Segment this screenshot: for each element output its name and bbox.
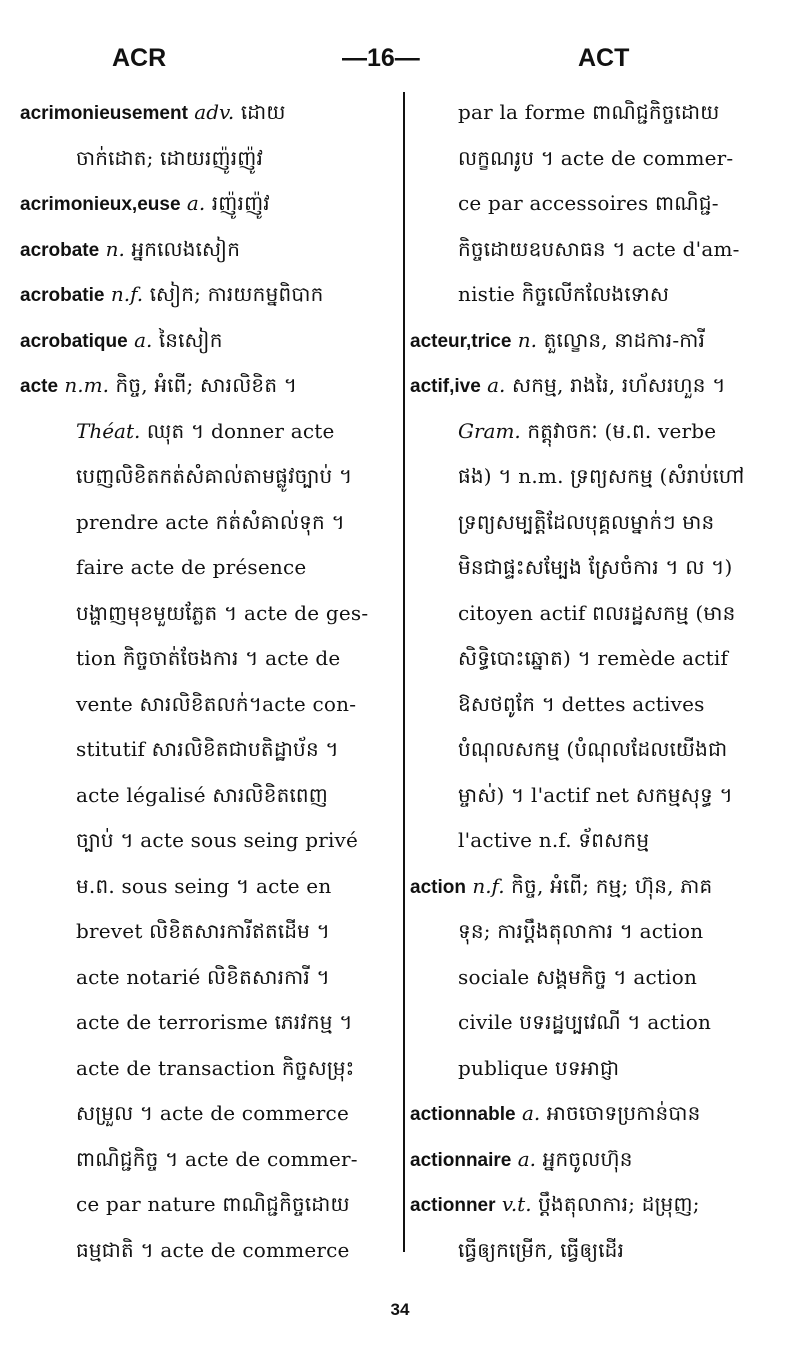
definition-text: តួល្ខោន, នាដការ-ការី bbox=[537, 327, 706, 352]
entry-continuation-line bbox=[20, 909, 398, 955]
entry-continuation-line bbox=[20, 955, 398, 1001]
entry-continuation-line bbox=[20, 1091, 398, 1137]
definition-text: tion កិច្ចចាត់ចែងការ ។ acte de bbox=[76, 646, 341, 670]
entry-continuation-line bbox=[410, 909, 782, 955]
definition-text: par la forme ពាណិជ្ជកិច្ចដោយ bbox=[458, 100, 720, 124]
definition-text: កិច្ច, អំពើ; សារលិខិត ។ bbox=[108, 373, 298, 397]
part-of-speech: a. bbox=[186, 191, 206, 215]
definition-text: ផង) ។ n.m. ទ្រព្យសកម្ម (សំរាប់ហៅ bbox=[458, 464, 745, 488]
definition-text: citoyen actif ពលរដ្ឋសកម្ម (មាន bbox=[458, 600, 736, 625]
column-divider bbox=[403, 92, 405, 1252]
definition-text: សម្រួល ។ acte de commerce bbox=[76, 1101, 349, 1125]
definition-text: acte légalisé សារលិខិតពេញ bbox=[76, 782, 329, 807]
definition-text: ប្តឹងតុលាការ; ដម្រុញ; bbox=[531, 1192, 700, 1216]
definition-text: ម្ចាស់) ។ l'actif net សកម្មសុទ្ធ ។ bbox=[458, 782, 733, 807]
part-of-speech: n.f. bbox=[110, 282, 144, 306]
definition-text: ce par accessoires ពាណិជ្ជ- bbox=[458, 191, 719, 215]
running-header bbox=[0, 44, 800, 84]
entry-continuation-line bbox=[20, 500, 398, 546]
definition-text: សៀក; ការយកម្នពិបាក bbox=[143, 282, 324, 306]
entry-continuation-line bbox=[410, 409, 782, 455]
definition-text: ធ្វើឲ្យកម្រើក, ធ្វើឲ្យដើរ bbox=[458, 1237, 625, 1262]
headword: acte bbox=[20, 376, 59, 397]
definition-text: បេញលិខិតកត់សំគាល់តាមផ្លូវច្បាប់ ។ bbox=[76, 464, 353, 488]
entry-continuation-line bbox=[410, 500, 782, 546]
entry-continuation-line bbox=[410, 1046, 782, 1092]
definition-text: សកម្ម, រាងរៃ, រហ័សរហួន ។ bbox=[505, 373, 726, 397]
entry-continuation-line bbox=[20, 1228, 398, 1274]
entry-continuation-line bbox=[410, 136, 782, 182]
entry-continuation-line bbox=[20, 864, 398, 910]
entry-line bbox=[410, 1182, 782, 1228]
definition-text: publique បទអាជ្ញា bbox=[458, 1055, 620, 1080]
entry-continuation-line bbox=[20, 1137, 398, 1183]
part-of-speech: v.t. bbox=[501, 1192, 532, 1216]
definition-text: ce par nature ពាណិជ្ជកិច្ចដោយ bbox=[76, 1192, 350, 1216]
entry-continuation-line bbox=[20, 454, 398, 500]
entry-line bbox=[410, 1137, 782, 1183]
entry-line bbox=[20, 90, 398, 136]
entry-continuation-line bbox=[410, 181, 782, 227]
part-of-speech: n. bbox=[517, 327, 538, 352]
definition-text: ចាក់ដោត; ដោយរញ៉ូរញ៉ូវ bbox=[76, 145, 264, 170]
definition-text: អាចចោទប្រកាន់បាន bbox=[540, 1101, 701, 1125]
entry-line bbox=[410, 363, 782, 409]
entry-continuation-line bbox=[20, 636, 398, 682]
entry-continuation-line bbox=[20, 545, 398, 591]
entry-continuation-line bbox=[20, 1182, 398, 1228]
entry-continuation-line bbox=[410, 1228, 782, 1274]
definition-text: sociale សង្គមកិច្ច ។ action bbox=[458, 964, 698, 989]
entry-continuation-line bbox=[410, 591, 782, 637]
entry-continuation-line bbox=[20, 727, 398, 773]
entry-line bbox=[410, 864, 782, 910]
entry-continuation-line bbox=[20, 136, 398, 182]
definition-text: ធម្មជាតិ ។ acte de commerce bbox=[76, 1237, 350, 1262]
headword: action bbox=[410, 876, 466, 898]
entry-continuation-line bbox=[20, 773, 398, 819]
definition-text: ពាណិជ្ជកិច្ច ។ acte de commer- bbox=[76, 1146, 358, 1171]
part-of-speech: Théat. bbox=[76, 418, 141, 443]
entry-continuation-line bbox=[410, 454, 782, 500]
header-right-guideword: ACT bbox=[578, 44, 630, 72]
header-left-guideword: ACR bbox=[112, 44, 167, 72]
part-of-speech: adv. bbox=[194, 100, 235, 124]
definition-text: អ្នកចូលហ៊ុន bbox=[536, 1146, 633, 1171]
definition-text: បង្ហាញមុខមួយភ្លែត ។ acte de ges- bbox=[76, 600, 369, 625]
definition-text: ម.ព. sous seing ។ acte en bbox=[76, 873, 332, 898]
part-of-speech: Gram. bbox=[458, 418, 521, 443]
entry-continuation-line bbox=[410, 272, 782, 318]
headword: acrimonieux,euse bbox=[20, 194, 181, 215]
entry-line bbox=[20, 272, 398, 318]
definition-text: ឱសថពូកែ ។ dettes actives bbox=[458, 691, 705, 716]
definition-text: ច្បាប់ ។ acte sous seing privé bbox=[76, 828, 359, 852]
left-column bbox=[20, 90, 398, 1273]
right-column bbox=[410, 90, 782, 1273]
definition-text: លក្ខណរូប ។ acte de commer- bbox=[458, 145, 734, 170]
definition-text: សិទ្ធិបោះឆ្នោត) ។ remède actif bbox=[458, 646, 729, 670]
part-of-speech: n.f. bbox=[472, 873, 505, 898]
entry-line bbox=[410, 1091, 782, 1137]
entry-line bbox=[20, 227, 398, 273]
headword: actionnable bbox=[410, 1104, 516, 1125]
entry-line bbox=[20, 181, 398, 227]
definition-text: អ្នកលេងសៀក bbox=[124, 236, 241, 261]
part-of-speech: a. bbox=[134, 327, 153, 352]
entry-continuation-line bbox=[410, 90, 782, 136]
part-of-speech: n.m. bbox=[64, 373, 109, 397]
definition-text: កត្តុវាចកៈ (ម.ព. verbe bbox=[520, 418, 717, 443]
entry-continuation-line bbox=[410, 545, 782, 591]
headword: actionner bbox=[410, 1195, 496, 1216]
definition-text: មិនជាផ្ទះសម្បែង ស្រែចំការ ។ ល ។) bbox=[458, 555, 733, 579]
definition-text: vente សារលិខិតលក់។acte con- bbox=[76, 691, 357, 716]
page-number: 34 bbox=[390, 1300, 410, 1319]
entry-continuation-line bbox=[410, 227, 782, 273]
definition-text: កិច្ចដោយឧបសាធន ។ acte d'am- bbox=[458, 236, 740, 261]
part-of-speech: a. bbox=[517, 1146, 537, 1171]
entry-continuation-line bbox=[20, 591, 398, 637]
definition-text: faire acte de présence bbox=[76, 555, 307, 579]
definition-text: l'active n.f. ទ័ពសកម្ម bbox=[458, 828, 650, 852]
part-of-speech: n. bbox=[105, 236, 125, 261]
definition-text: civile បទរដ្ឋប្បវេណី ។ action bbox=[458, 1010, 712, 1034]
entry-continuation-line bbox=[410, 955, 782, 1001]
entry-continuation-line bbox=[20, 818, 398, 864]
definition-text: acte de terrorisme ភេរវកម្ម ។ bbox=[76, 1010, 353, 1034]
part-of-speech: a. bbox=[521, 1101, 541, 1125]
part-of-speech: a. bbox=[487, 373, 506, 397]
entry-continuation-line bbox=[410, 682, 782, 728]
entry-continuation-line bbox=[20, 682, 398, 728]
definition-text: នៃសៀក bbox=[152, 327, 223, 352]
definition-text: បំណុលសកម្ម (បំណុលដែលយើងជា bbox=[458, 737, 728, 761]
entry-continuation-line bbox=[410, 1000, 782, 1046]
entry-line bbox=[410, 318, 782, 364]
headword: acrobatique bbox=[20, 330, 128, 352]
definition-text: nistie កិច្ចលើកលែងទោស bbox=[458, 282, 670, 306]
definition-text: ឈុត ។ donner acte bbox=[140, 418, 335, 443]
headword: acrobatie bbox=[20, 285, 105, 306]
header-page-label: —16— bbox=[342, 44, 420, 72]
entry-continuation-line bbox=[20, 409, 398, 455]
entry-continuation-line bbox=[410, 727, 782, 773]
definition-text: acte de transaction កិច្ចសម្រុះ bbox=[76, 1055, 355, 1080]
headword: acrobate bbox=[20, 239, 100, 261]
headword: acteur,trice bbox=[410, 330, 512, 352]
definition-text: stitutif សារលិខិតជាបតិដ្ឋាប័ន ។ bbox=[76, 737, 339, 761]
definition-text: ទ្រព្យសម្បត្តិដែលបុគ្គលម្នាក់ៗ មាន bbox=[458, 509, 715, 534]
definition-text: brevet លិខិតសារការីឥតដើម ។ bbox=[76, 919, 330, 943]
entry-continuation-line bbox=[410, 818, 782, 864]
entry-line bbox=[20, 363, 398, 409]
headword: actif,ive bbox=[410, 376, 481, 397]
definition-text: acte notarié លិខិតសារការី ។ bbox=[76, 964, 330, 989]
entry-continuation-line bbox=[20, 1000, 398, 1046]
headword: acrimonieusement bbox=[20, 103, 188, 124]
entry-continuation-line bbox=[20, 1046, 398, 1092]
definition-text: ដោយ bbox=[234, 100, 286, 124]
headword: actionnaire bbox=[410, 1149, 512, 1171]
entry-line bbox=[20, 318, 398, 364]
definition-text: រញ៉ូរញ៉ូវ bbox=[205, 191, 270, 215]
entry-continuation-line bbox=[410, 636, 782, 682]
entry-continuation-line bbox=[410, 773, 782, 819]
definition-text: prendre acte កត់សំគាល់ទុក ។ bbox=[76, 509, 345, 534]
definition-text: ទុន; ការប្តឹងតុលាការ ។ action bbox=[458, 919, 704, 943]
definition-text: កិច្ច, អំពើ; កម្ម; ហ៊ុន, ភាគ bbox=[504, 873, 713, 898]
